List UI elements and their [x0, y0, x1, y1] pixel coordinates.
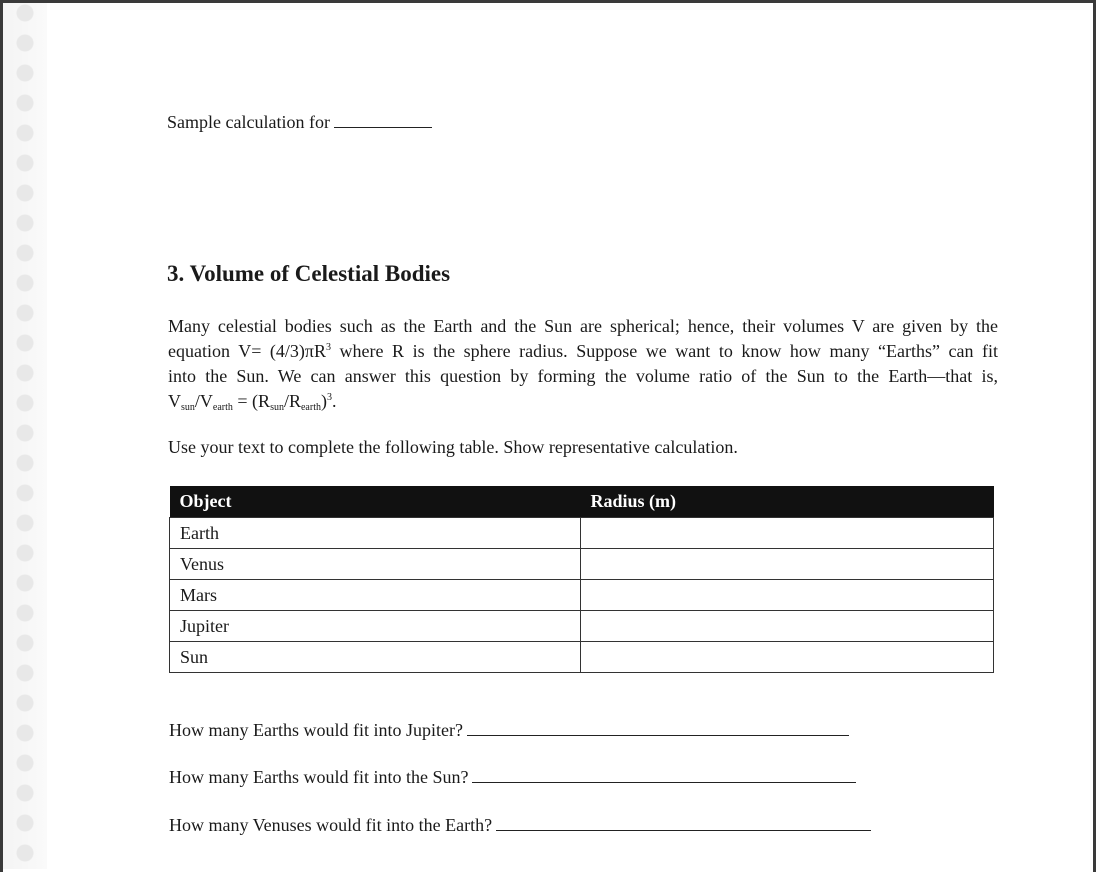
volume-ratio-equation: $V_{sun}/V_{earth} = (R_{sun}/R_{earth})^3$.	[168, 391, 337, 413]
sample-calculation-label: Sample calculation for	[167, 112, 330, 132]
table-row	[170, 518, 994, 549]
object-cell: Venus	[170, 549, 581, 580]
answer-blank-sun[interactable]	[472, 782, 856, 783]
paragraph-line-3: into the Sun. We can answer this question by forming the volume ratio of the Sun to the Earth—that is,	[168, 366, 998, 386]
sample-calculation-line	[167, 112, 432, 133]
scan-edge-strip	[3, 3, 47, 869]
object-cell: Earth	[170, 518, 581, 549]
radius-input-cell[interactable]	[581, 642, 994, 673]
question-label: How many Venuses would fit into the Earth?	[169, 815, 493, 835]
radius-table	[169, 486, 994, 673]
header-object: Object	[170, 486, 581, 518]
section-title: 3. Volume of Celestial Bodies	[167, 261, 451, 286]
table-row	[170, 580, 994, 611]
table-row	[170, 642, 994, 673]
table-header-row	[170, 486, 994, 518]
question-label: How many Earths would fit into Jupiter?	[169, 720, 463, 740]
object-cell: Mars	[170, 580, 581, 611]
object-cell: Jupiter	[170, 611, 581, 642]
question-jupiter	[169, 720, 849, 741]
radius-input-cell[interactable]	[581, 611, 994, 642]
table-row	[170, 611, 994, 642]
question-sun	[169, 767, 856, 788]
answer-blank-jupiter[interactable]	[467, 735, 849, 736]
paragraph-line-1: Many celestial bodies such as the Earth and the Sun are spherical; hence, their volumes V are given by the	[168, 316, 998, 336]
paragraph-line-2: equation $V= (4/3)\pi R^3$ where R is the sphere radius. Suppose we want to know how many “Earths” can fit	[168, 341, 999, 361]
question-venus	[169, 815, 871, 836]
radius-input-cell[interactable]	[581, 549, 994, 580]
intro-paragraph	[168, 314, 998, 420]
answer-blank-venus[interactable]	[496, 830, 871, 831]
sample-calculation-blank[interactable]	[334, 127, 432, 128]
radius-input-cell[interactable]	[581, 518, 994, 549]
header-radius: Radius (m)	[581, 486, 994, 518]
question-label: How many Earths would fit into the Sun?	[169, 767, 469, 787]
radius-input-cell[interactable]	[581, 580, 994, 611]
table-row	[170, 549, 994, 580]
object-cell: Sun	[170, 642, 581, 673]
table-instruction: Use your text to complete the following table. Show representative calculation.	[168, 437, 738, 457]
